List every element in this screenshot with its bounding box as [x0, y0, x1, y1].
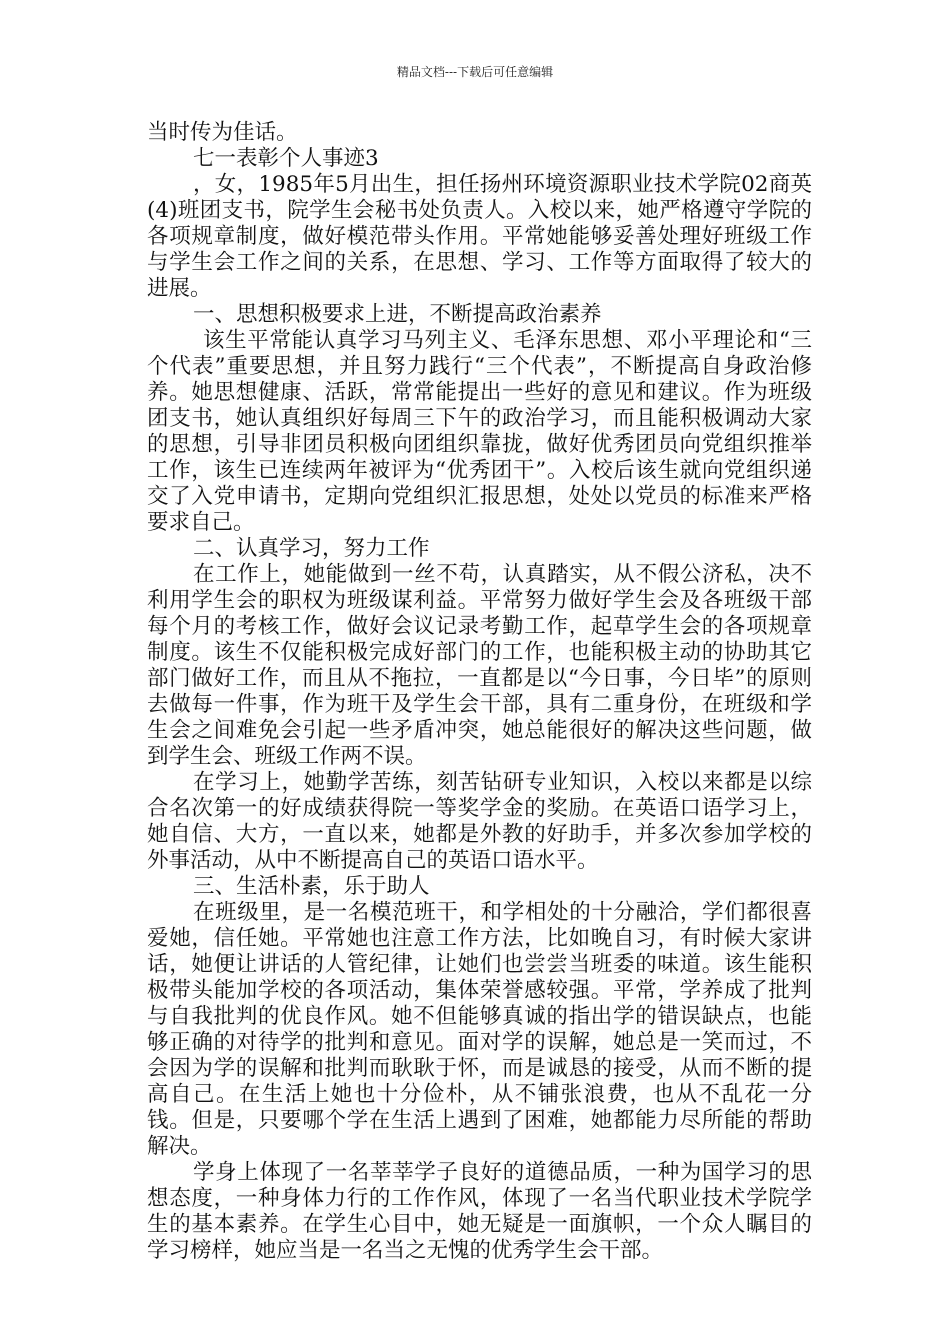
paragraph: 学身上体现了一名莘莘学子良好的道德品质，一种为国学习的思想态度，一种身体力行的工作作风，体现了一名当代职业技术学院学生的基本素养。在学生心目中，她无疑是一面旗帜，一个众人瞩目的学习榜样，她应当是一名当之无愧的优秀学生会干部。 [147, 1160, 812, 1263]
paragraph: 在工作上，她能做到一丝不苟，认真踏实，从不假公济私，决不利用学生会的职权为班级谋利益。平常努力做好学生会及各班级干部每个月的考核工作，做好会议记录考勤工作，起草学生会的各项规章制度。该生不仅能积极完成好部门的工作，也能积极主动的协助其它部门做好工作，而且从不拖拉，一直都是以“今日事，今日毕”的原则去做每一件事，作为班干及学生会干部，具有二重身份，在班级和学生会之间难免会引起一些矛盾冲突，她总能很好的解决这些问题，做到学生会、班级工作两不误。 [147, 562, 812, 769]
page-header: 精品文档---下载后可任意编辑 [396, 65, 554, 79]
paragraph: 三、生活朴素，乐于助人 [193, 874, 430, 899]
paragraph: 该生平常能认真学习马列主义、毛泽东思想、邓小平理论和“三个代表”重要思想，并且努力践行“三个代表”，不断提高自身政治修养。她思想健康、活跃，常常能提出一些好的意见和建议。作为班级团支书，她认真组织好每周三下午的政治学习，而且能积极调动大家的思想，引导非团员积极向团组织靠拢，做好优秀团员向党组织推举工作，该生已连续两年被评为“优秀团干”。入校后该生就向党组织递交了入党申请书，定期向党组织汇报思想，处处以党员的标准来严格要求自己。 [147, 328, 812, 535]
paragraph: 在学习上，她勤学苦练，刻苦钻研专业知识，入校以来都是以综合名次第一的好成绩获得院一等奖学金的奖励。在英语口语学习上，她自信、大方，一直以来，她都是外教的好助手，并多次参加学校的外事活动，从中不断提高自己的英语口语水平。 [147, 770, 812, 873]
paragraph: 七一表彰个人事迹3 [193, 146, 379, 171]
paragraph: ，女，1985年5月出生，担任扬州环境资源职业技术学院02商英(4)班团支书，院学生会秘书处负责人。入校以来，她严格遵守学院的各项规章制度，做好模范带头作用。平常她能够妥善处理好班级工作与学生会工作之间的关系，在思想、学习、工作等方面取得了较大的进展。 [147, 172, 812, 301]
paragraph: 一、思想积极要求上进，不断提高政治素养 [193, 302, 602, 327]
paragraph: 在班级里，是一名模范班干，和学相处的十分融洽，学们都很喜爱她，信任她。平常她也注意工作方法，比如晚自习，有时候大家讲话，她便让讲话的人管纪律，让她们也尝尝当班委的味道。该生能积极带头能加学校的各项活动，集体荣誉感较强。平常，学养成了批判与自我批判的优良作风。她不但能够真诚的指出学的错误缺点，也能够正确的对待学的批判和意见。面对学的误解，她总是一笑而过，不会因为学的误解和批判而耿耿于怀，而是诚恳的接受，从而不断的提高自己。在生活上她也十分俭朴，从不铺张浪费，也从不乱花一分钱。但是，只要哪个学在生活上遇到了困难，她都能力尽所能的帮助解决。 [147, 900, 812, 1159]
paragraph: 当时传为佳话。 [147, 120, 298, 145]
document-body [147, 120, 812, 1264]
paragraph: 二、认真学习，努力工作 [193, 536, 430, 561]
